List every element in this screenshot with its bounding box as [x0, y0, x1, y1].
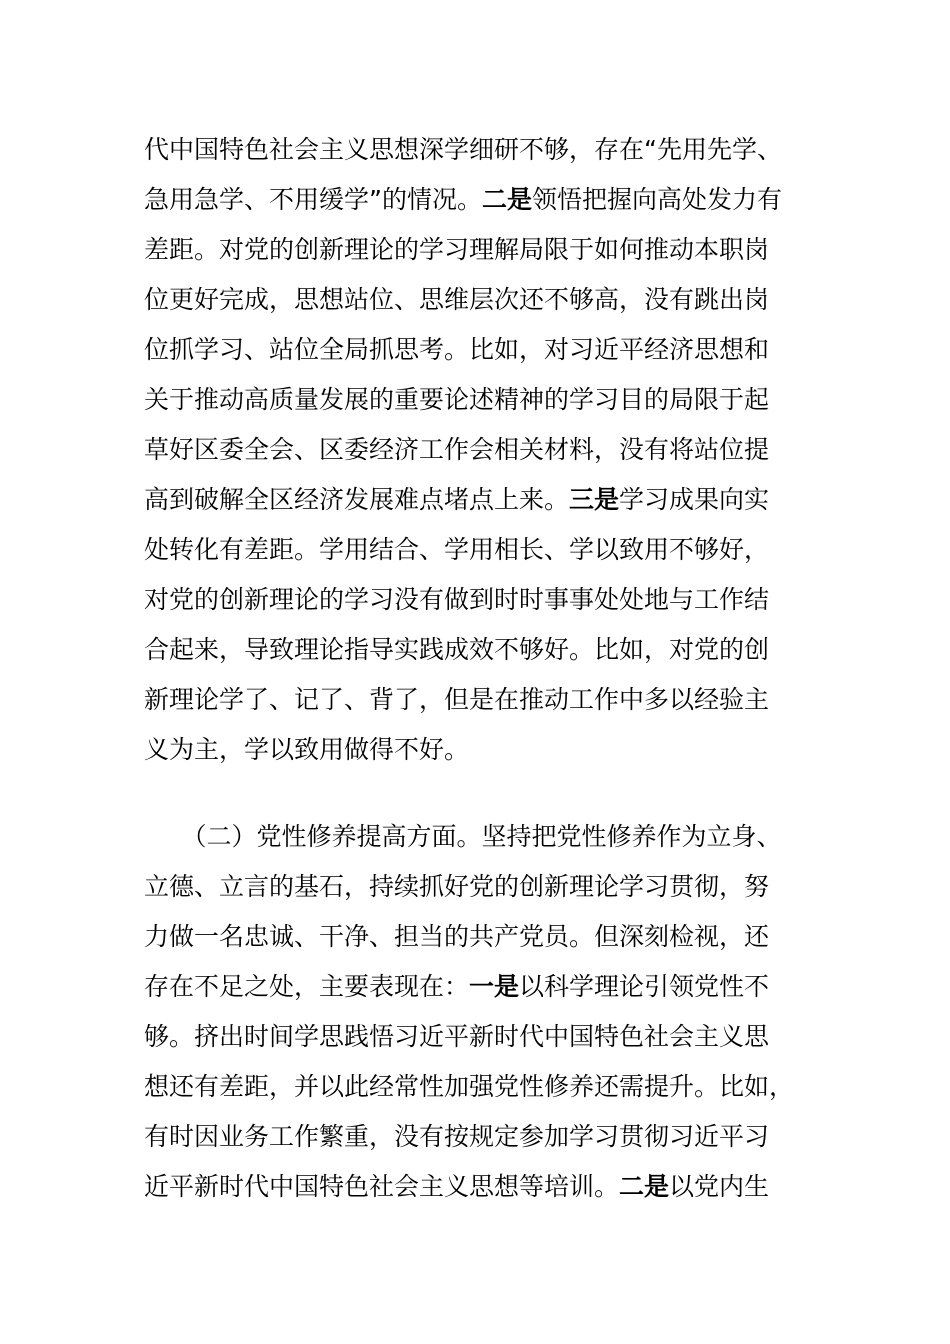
text-line [144, 625, 810, 675]
text-segment: 差距。对党的创新理论的学习理解局限于如何推动本职岗 [144, 235, 770, 264]
text-line [144, 912, 810, 962]
text-segment: 想还有差距，并以此经常性加强党性修养还需提升。比如， [144, 1072, 795, 1101]
text-line [144, 125, 810, 175]
bold-text-segment: 一是 [469, 972, 520, 1001]
text-segment: 草好区委全会、区委经济工作会相关材料，没有将站位提 [144, 435, 770, 464]
text-segment: 急用急学、不用缓学”的情况。 [144, 185, 482, 214]
text-segment: 位更好完成，思想站位、思维层次还不够高，没有跳出岗 [144, 285, 770, 314]
text-line [144, 275, 810, 325]
text-segment: 以党内生 [669, 1172, 770, 1201]
text-line [144, 862, 810, 912]
text-line [144, 375, 810, 425]
text-segment: 学习成果向实 [619, 485, 770, 514]
text-segment: 关于推动高质量发展的重要论述精神的学习目的局限于起 [144, 385, 770, 414]
text-line [144, 1162, 810, 1212]
paragraph-1 [144, 125, 810, 775]
text-segment: 代中国特色社会主义思想深学细研不够，存在“先用先学、 [144, 135, 782, 164]
text-segment: 立德、立言的基石，持续抓好党的创新理论学习贯彻，努 [144, 872, 770, 901]
paragraph-2 [144, 812, 810, 1212]
text-line [144, 675, 810, 725]
text-segment: 力做一名忠诚、干净、担当的共产党员。但深刻检视，还 [144, 922, 770, 951]
text-segment: 近平新时代中国特色社会主义思想等培训。 [144, 1172, 620, 1201]
text-segment: （二）党性修养提高方面。坚持把党性修养作为立身、 [144, 822, 782, 851]
text-line [144, 812, 810, 862]
text-line [144, 325, 810, 375]
text-segment: 以科学理论引领党性不 [519, 972, 770, 1001]
bold-text-segment: 二是 [619, 1172, 670, 1201]
text-line [144, 725, 810, 775]
text-line [144, 575, 810, 625]
text-segment: 新理论学了、记了、背了，但是在推动工作中多以经验主 [144, 685, 770, 714]
bold-text-segment: 三是 [569, 485, 620, 514]
text-segment: 存在不足之处，主要表现在： [144, 972, 470, 1001]
text-line [144, 525, 810, 575]
text-segment: 有时因业务工作繁重，没有按规定参加学习贯彻习近平习 [144, 1122, 770, 1151]
text-line [144, 1062, 810, 1112]
text-segment: 处转化有差距。学用结合、学用相长、学以致用不够好， [144, 535, 770, 564]
text-segment: 够。挤出时间学思践悟习近平新时代中国特色社会主义思 [144, 1022, 770, 1051]
text-line [144, 1112, 810, 1162]
text-segment: 对党的创新理论的学习没有做到时时事事处处地与工作结 [144, 585, 770, 614]
text-line [144, 1012, 810, 1062]
text-segment: 位抓学习、站位全局抓思考。比如，对习近平经济思想和 [144, 335, 770, 364]
text-line [144, 962, 810, 1012]
bold-text-segment: 二是 [481, 185, 532, 214]
text-segment: 合起来，导致理论指导实践成效不够好。比如，对党的创 [144, 635, 770, 664]
text-segment: 义为主，学以致用做得不好。 [144, 735, 470, 764]
text-line [144, 225, 810, 275]
text-line [144, 175, 810, 225]
text-line [144, 475, 810, 525]
text-line [144, 425, 810, 475]
text-segment: 领悟把握向高处发力有 [531, 185, 782, 214]
text-segment: 高到破解全区经济发展难点堵点上来。 [144, 485, 570, 514]
